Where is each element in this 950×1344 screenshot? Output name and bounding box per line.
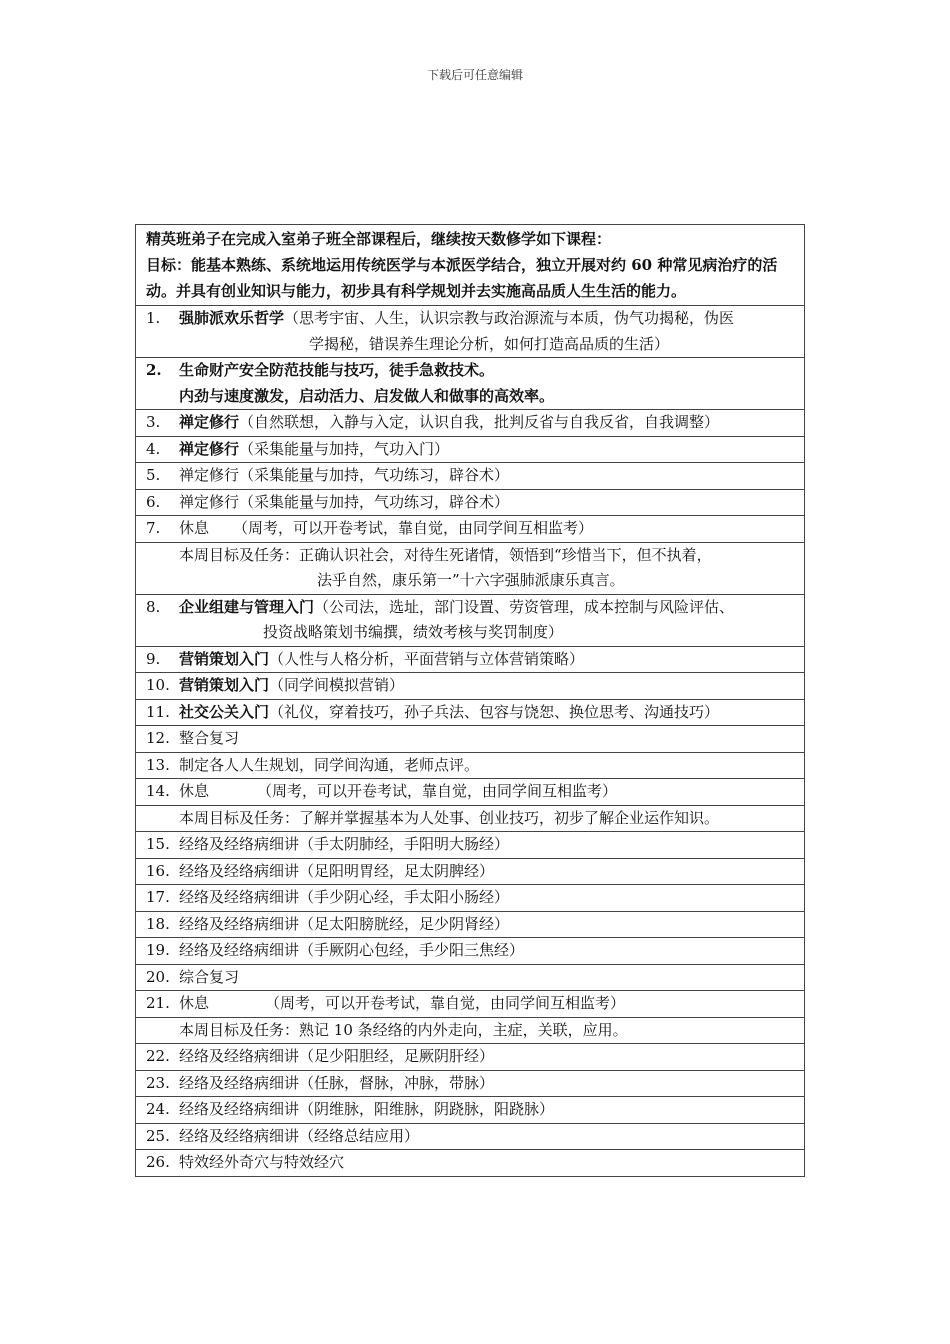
row-number: 3. bbox=[146, 413, 161, 431]
row-number: 14. bbox=[146, 782, 170, 800]
row-number: 23. bbox=[146, 1073, 170, 1092]
week-goal-note bbox=[136, 805, 804, 832]
row-desc: 经络及经络病细讲（经络总结应用） bbox=[179, 1126, 420, 1145]
row-number: 17. bbox=[146, 888, 170, 906]
row-number: 9. bbox=[146, 649, 161, 668]
row-desc: 综合复习 bbox=[179, 967, 240, 986]
table-row bbox=[136, 725, 804, 752]
row-desc: 经络及经络病细讲（足太阳膀胱经，足少阴肾经） bbox=[179, 914, 510, 933]
row-desc: （思考宇宙、人生，认识宗教与政治源流与本质，伪气功揭秘，伪医 bbox=[284, 309, 735, 327]
row-desc: 休息 bbox=[179, 782, 210, 800]
table-row bbox=[136, 1096, 804, 1123]
table-row bbox=[136, 436, 804, 463]
row-desc: 经络及经络病细讲（阴维脉，阳维脉，阴跷脉，阳跷脉） bbox=[179, 1100, 555, 1118]
row-desc: （自然联想，入静与入定，认识自我，批判反省与自我反省，自我调整） bbox=[239, 413, 720, 431]
row-desc: （礼仪，穿着技巧，孙子兵法、包容与饶恕、换位思考、沟通技巧） bbox=[269, 702, 720, 721]
row-desc: 禅定修行（采集能量与加持，气功练习，辟谷术） bbox=[179, 492, 510, 511]
row-desc: 制定各人人生规划，同学间沟通，老师点评。 bbox=[179, 755, 480, 774]
table-row bbox=[136, 778, 804, 805]
table-row bbox=[136, 305, 804, 357]
table-row bbox=[136, 1149, 804, 1176]
row-title: 禅定修行 bbox=[179, 413, 240, 431]
table-row bbox=[136, 646, 804, 673]
table-row bbox=[136, 489, 804, 516]
row-number: 22. bbox=[146, 1047, 170, 1065]
row-desc: 经络及经络病细讲（任脉，督脉，冲脉，带脉） bbox=[179, 1073, 495, 1092]
row-desc: 经络及经络病细讲（手厥阴心包经，手少阳三焦经） bbox=[179, 941, 525, 959]
row-desc: 整合复习 bbox=[179, 729, 240, 747]
row-title: 营销策划入门 bbox=[179, 649, 270, 668]
table-row bbox=[136, 1070, 804, 1097]
table-row bbox=[136, 911, 804, 938]
row-number: 8. bbox=[146, 597, 161, 616]
row-desc: 特效经外奇穴与特效经穴 bbox=[179, 1153, 345, 1171]
row-number: 1. bbox=[146, 309, 161, 327]
intro-block bbox=[136, 225, 804, 305]
table-row bbox=[136, 752, 804, 779]
row-title: 强肺派欢乐哲学 bbox=[179, 309, 285, 327]
row-desc: （公司法，选址，部门设置、劳资管理，成本控制与风险评估、 bbox=[314, 597, 735, 616]
table-row bbox=[136, 1123, 804, 1150]
row-title: 内劲与速度激发，启动活力、启发做人和做事的高效率。 bbox=[179, 386, 555, 405]
row-number: 16. bbox=[146, 861, 170, 880]
row-desc-detail: （周考，可以开卷考试，靠自觉，由同学间互相监考） bbox=[265, 994, 626, 1012]
row-title: 禅定修行 bbox=[179, 439, 240, 458]
row-desc: （采集能量与加持，气功入门） bbox=[239, 439, 450, 458]
row-desc: 经络及经络病细讲（手少阴心经，手太阳小肠经） bbox=[179, 888, 510, 906]
row-number: 12. bbox=[146, 729, 170, 747]
table-row bbox=[136, 699, 804, 726]
row-title: 社交公关入门 bbox=[179, 702, 270, 721]
page-header: 下载后可任意编辑 bbox=[426, 68, 523, 82]
note-text: 本周目标及任务：熟记 10 条经络的内外走向，主症，关联，应用。 bbox=[179, 1020, 628, 1039]
intro-line: 精英班弟子在完成入室弟子班全部课程后，继续按天数修学如下课程： bbox=[146, 230, 612, 248]
row-number: 6. bbox=[146, 492, 161, 511]
table-row bbox=[136, 515, 804, 542]
row-title: 营销策划入门 bbox=[179, 676, 270, 694]
row-title: 企业组建与管理入门 bbox=[179, 597, 315, 616]
week-goal-note bbox=[136, 542, 804, 594]
row-number: 15. bbox=[146, 835, 170, 853]
row-number: 7. bbox=[146, 519, 161, 537]
row-number: 25. bbox=[146, 1126, 170, 1145]
table-row bbox=[136, 858, 804, 885]
row-desc: 经络及经络病细讲（足阳明胃经，足太阴脾经） bbox=[179, 861, 495, 880]
row-number: 2. bbox=[146, 361, 162, 379]
row-number: 18. bbox=[146, 914, 170, 933]
week-goal-note bbox=[136, 1017, 804, 1044]
row-number: 21. bbox=[146, 994, 170, 1012]
row-desc-cont: 投资战略策划书编撰，绩效考核与奖罚制度） bbox=[263, 623, 564, 641]
row-title: 生命财产安全防范技能与技巧，徒手急救技术。 bbox=[179, 361, 495, 379]
note-text-cont: 法乎自然，康乐第一”十六字强肺派康乐真言。 bbox=[317, 571, 625, 589]
row-desc: 经络及经络病细讲（足少阳胆经，足厥阴肝经） bbox=[179, 1047, 495, 1065]
intro-goal: 目标：能基本熟练、系统地运用传统医学与本派医学结合，独立开展对约 60 种常见病治疗的活动。并具有创业知识与能力，初步具有科学规划并去实施高品质人生生活的能力。 bbox=[146, 256, 778, 300]
table-row bbox=[136, 831, 804, 858]
table-row bbox=[136, 884, 804, 911]
row-desc: 禅定修行（采集能量与加持，气功练习，辟谷术） bbox=[179, 466, 510, 484]
row-desc: （同学间模拟营销） bbox=[269, 676, 405, 694]
table-row bbox=[136, 990, 804, 1017]
table-row bbox=[136, 672, 804, 699]
row-desc: （人性与人格分析，平面营销与立体营销策略） bbox=[269, 649, 585, 668]
table-row bbox=[136, 937, 804, 964]
table-row bbox=[136, 964, 804, 991]
table-row bbox=[136, 357, 804, 409]
table-row bbox=[136, 594, 804, 646]
row-number: 20. bbox=[146, 967, 170, 986]
row-desc: 经络及经络病细讲（手太阴肺经，手阳明大肠经） bbox=[179, 835, 510, 853]
note-text: 本周目标及任务：了解并掌握基本为人处事、创业技巧，初步了解企业运作知识。 bbox=[179, 808, 720, 827]
row-number: 10. bbox=[146, 676, 170, 694]
course-table bbox=[135, 224, 805, 1177]
row-number: 24. bbox=[146, 1100, 170, 1118]
row-desc-cont: 学揭秘，错误养生理论分析，如何打造高品质的生活） bbox=[309, 334, 670, 353]
table-row bbox=[136, 409, 804, 436]
table-row bbox=[136, 462, 804, 489]
row-desc-detail: （周考，可以开卷考试，靠自觉，由同学间互相监考） bbox=[257, 782, 618, 800]
row-number: 11. bbox=[146, 702, 170, 721]
note-text: 本周目标及任务：正确认识社会，对待生死诸情，领悟到“珍惜当下，但不执着， bbox=[179, 545, 712, 564]
row-number: 5. bbox=[146, 466, 161, 484]
row-number: 4. bbox=[146, 439, 161, 458]
row-desc: 休息 bbox=[179, 994, 210, 1012]
row-number: 19. bbox=[146, 941, 170, 959]
row-number: 13. bbox=[146, 755, 170, 774]
table-row bbox=[136, 1043, 804, 1070]
row-number: 26. bbox=[146, 1153, 170, 1171]
row-desc-detail: （周考，可以开卷考试，靠自觉，由同学间互相监考） bbox=[233, 519, 594, 537]
row-desc: 休息 bbox=[179, 519, 210, 537]
